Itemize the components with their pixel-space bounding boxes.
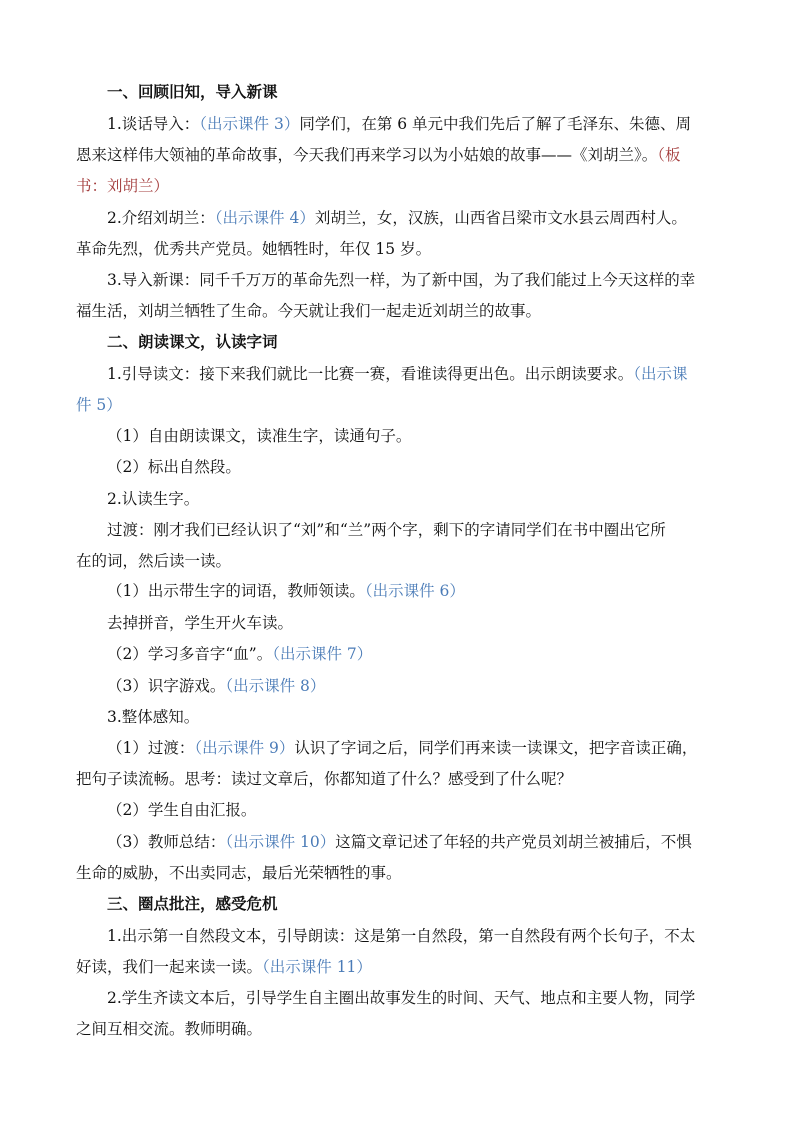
paragraph-lead: 1.谈话导入： — [107, 115, 200, 133]
courseware-note: （出示课件 7） — [272, 645, 373, 663]
paragraph-line: 之间互相交流。教师明确。 — [76, 1020, 263, 1038]
courseware-note: （出示课件 3） — [199, 115, 300, 133]
paragraph-text: 这篇文章记述了年轻的共产党员刘胡兰被捕后，不惧 — [335, 833, 692, 851]
courseware-note: （出示课件 10） — [225, 833, 336, 851]
courseware-note: （出示课件 8） — [225, 677, 326, 695]
paragraph-line — [107, 581, 727, 601]
paragraph-line — [107, 676, 727, 696]
paragraph-text: （1）出示带生字的词语，教师领读。 — [107, 582, 365, 600]
paragraph-line — [107, 364, 727, 384]
paragraph-line: （2）学生自由汇报。 — [107, 801, 257, 819]
section-heading-3: 三、圈点批注，感受危机 — [107, 894, 278, 913]
paragraph-text: 1.引导读文：接下来我们就比一比赛一赛，看谁读得更出色。出示朗读要求。 — [107, 365, 634, 383]
board-note: 书：刘胡兰） — [76, 177, 170, 195]
courseware-note: （出示课件 9） — [194, 739, 295, 757]
paragraph-line — [107, 208, 727, 228]
paragraph-text: 刘胡兰，女，汉族，山西省吕梁市文水县云周西村人。 — [314, 209, 687, 227]
paragraph-line — [107, 644, 727, 664]
paragraph-text: 好读，我们一起来读一读。 — [76, 958, 263, 976]
paragraph-line: 把句子读流畅。思考：读过文章后，你都知道了什么？感受到了什么呢？ — [76, 770, 573, 788]
board-note: （板 — [657, 146, 681, 164]
paragraph-line: 在的词，然后读一读。 — [76, 552, 232, 570]
courseware-note: （出示课件 11） — [262, 958, 372, 976]
paragraph-line: 2.学生齐读文本后，引导学生自主圈出故事发生的时间、天气、地点和主要人物，同学 — [107, 989, 696, 1007]
paragraph-line: 过渡：刚才我们已经认识了“刘”和“兰”两个字，剩下的字请同学们在书中圈出它所 — [107, 521, 666, 539]
paragraph-line — [107, 832, 727, 852]
courseware-note: （出示课件 6） — [364, 582, 465, 600]
paragraph-line — [76, 395, 696, 415]
paragraph-line — [76, 957, 696, 977]
paragraph-line: 去掉拼音，学生开火车读。 — [107, 614, 294, 632]
section-heading-2: 二、朗读课文，认读字词 — [107, 332, 278, 351]
paragraph-line: 生命的威胁，不出卖同志，最后光荣牺牲的事。 — [76, 864, 402, 882]
section-heading-1: 一、回顾旧知，导入新课 — [107, 82, 278, 101]
paragraph-line: 福生活，刘胡兰牺牲了生命。今天就让我们一起走近刘胡兰的故事。 — [76, 302, 542, 320]
paragraph-text: 恩来这样伟大领袖的革命故事，今天我们再来学习以为小姑娘的故事——《刘胡兰》。 — [76, 146, 658, 164]
paragraph-line: 3.导入新课：同千千万万的革命先烈一样，为了新中国，为了我们能过上今天这样的幸 — [107, 271, 696, 289]
paragraph-line: 1.出示第一自然段文本，引导朗读：这是第一自然段，第一自然段有两个长句子，不太 — [107, 927, 696, 945]
paragraph-lead: （3）教师总结： — [107, 833, 226, 851]
paragraph-line — [107, 738, 727, 758]
courseware-note: 件 5） — [76, 396, 122, 414]
paragraph-line: 3.整体感知。 — [107, 708, 200, 726]
paragraph-text: 同学们，在第 6 单元中我们先后了解了毛泽东、朱德、周 — [299, 115, 692, 133]
paragraph-text: 认识了字词之后，同学们再来读一读课文，把字音读正确， — [294, 739, 698, 757]
paragraph-line: （1）自由朗读课文，读准生字，读通句子。 — [107, 427, 412, 445]
paragraph-lead: （1）过渡： — [107, 739, 195, 757]
paragraph-text: （3）识字游戏。 — [107, 677, 226, 695]
paragraph-line: （2）标出自然段。 — [107, 458, 241, 476]
paragraph-line: 革命先烈，优秀共产党员。她牺牲时，年仅 15 岁。 — [76, 240, 432, 258]
courseware-note: （出示课件 4） — [214, 209, 315, 227]
paragraph-text: （2）学习多音字“血”。 — [107, 645, 273, 663]
paragraph-line: 2.认读生字。 — [107, 490, 200, 508]
courseware-note: （出示课 — [633, 365, 688, 383]
paragraph-lead: 2.介绍刘胡兰： — [107, 209, 215, 227]
paragraph-line — [76, 176, 696, 196]
paragraph-line — [76, 145, 696, 165]
paragraph-line — [107, 114, 727, 134]
